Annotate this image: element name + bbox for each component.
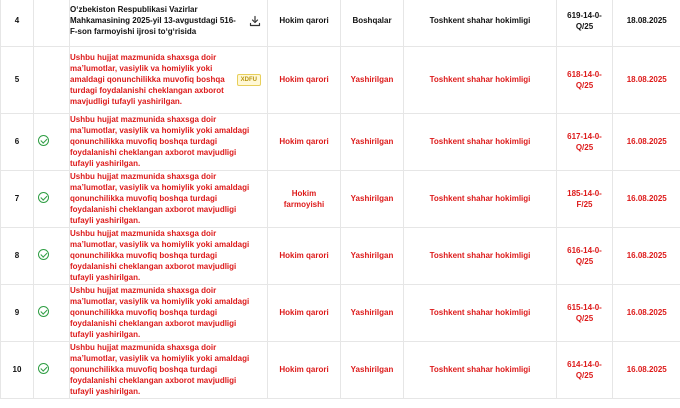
organization: Toshkent shahar hokimligi bbox=[404, 227, 557, 284]
registration-number: 618-14-0-Q/25 bbox=[557, 46, 613, 113]
access-status: Yashirilgan bbox=[341, 170, 404, 227]
organization: Toshkent shahar hokimligi bbox=[404, 0, 557, 46]
check-circle-icon bbox=[38, 192, 49, 203]
row-number: 10 bbox=[1, 341, 34, 398]
xdfu-badge: XDFU bbox=[237, 74, 261, 86]
document-date: 16.08.2025 bbox=[613, 113, 680, 170]
check-circle-icon bbox=[38, 135, 49, 146]
organization: Toshkent shahar hokimligi bbox=[404, 46, 557, 113]
access-status: Boshqalar bbox=[341, 0, 404, 46]
access-status: Yashirilgan bbox=[341, 46, 404, 113]
row-number: 6 bbox=[1, 113, 34, 170]
registration-number: 619-14-0-Q/25 bbox=[557, 0, 613, 46]
document-date: 16.08.2025 bbox=[613, 284, 680, 341]
access-status: Yashirilgan bbox=[341, 341, 404, 398]
document-date: 16.08.2025 bbox=[613, 227, 680, 284]
document-title[interactable]: Ushbu hujjat mazmunida shaxsga doir ma’lumotlar, vasiylik va homiylik yoki amaldagi qonunchilikka muvofiq boshqa turdagi foydalanishi cheklangan axborot mavjudligi tufayli yashirilgan. bbox=[70, 227, 268, 284]
access-status: Yashirilgan bbox=[341, 284, 404, 341]
table-row[interactable] bbox=[1, 227, 680, 284]
table-row[interactable] bbox=[1, 0, 680, 46]
document-date: 16.08.2025 bbox=[613, 341, 680, 398]
row-number: 9 bbox=[1, 284, 34, 341]
registration-number: 617-14-0-Q/25 bbox=[557, 113, 613, 170]
access-status: Yashirilgan bbox=[341, 113, 404, 170]
document-type: Hokim qarori bbox=[268, 284, 341, 341]
organization: Toshkent shahar hokimligi bbox=[404, 341, 557, 398]
check-circle-icon bbox=[38, 249, 49, 260]
document-date: 16.08.2025 bbox=[613, 170, 680, 227]
document-date: 18.08.2025 bbox=[613, 0, 680, 46]
table-row[interactable] bbox=[1, 170, 680, 227]
organization: Toshkent shahar hokimligi bbox=[404, 170, 557, 227]
row-number: 8 bbox=[1, 227, 34, 284]
organization: Toshkent shahar hokimligi bbox=[404, 113, 557, 170]
document-type: Hokim qarori bbox=[268, 46, 341, 113]
table-row[interactable] bbox=[1, 46, 680, 113]
table-row[interactable] bbox=[1, 341, 680, 398]
table-row[interactable] bbox=[1, 113, 680, 170]
row-number: 4 bbox=[1, 0, 34, 46]
document-type: Hokim qarori bbox=[268, 0, 341, 46]
document-title[interactable]: Ushbu hujjat mazmunida shaxsga doir ma’lumotlar, vasiylik va homiylik yoki amaldagi qonunchilikka muvofiq boshqa turdagi foydalanishi cheklangan axborot mavjudligi tufayli yashirilgan. bbox=[70, 113, 268, 170]
registration-number: 185-14-0-F/25 bbox=[557, 170, 613, 227]
registration-number: 616-14-0-Q/25 bbox=[557, 227, 613, 284]
access-status: Yashirilgan bbox=[341, 227, 404, 284]
check-circle-icon bbox=[38, 306, 49, 317]
table-row[interactable] bbox=[1, 284, 680, 341]
document-type: Hokim qarori bbox=[268, 113, 341, 170]
document-title[interactable]: Ushbu hujjat mazmunida shaxsga doir ma’lumotlar, vasiylik va homiylik yoki amaldagi qonunchilikka muvofiq boshqa turdagi foydalanishi cheklangan axborot mavjudligi tufayli yashirilgan. bbox=[70, 284, 268, 341]
document-type: Hokim farmoyishi bbox=[268, 170, 341, 227]
document-title[interactable]: Ushbu hujjat mazmunida shaxsga doir ma’lumotlar, vasiylik va homiylik yoki amaldagi qonunchilikka muvofiq boshqa turdagi foydalanishi cheklangan axborot mavjudligi tufayli yashirilgan. bbox=[70, 170, 268, 227]
organization: Toshkent shahar hokimligi bbox=[404, 284, 557, 341]
document-date: 18.08.2025 bbox=[613, 46, 680, 113]
registration-number: 614-14-0-Q/25 bbox=[557, 341, 613, 398]
document-title[interactable]: Ushbu hujjat mazmunida shaxsga doir ma’lumotlar, vasiylik va homiylik yoki amaldagi qonunchilikka muvofiq boshqa turdagi foydalanishi cheklangan axborot mavjudligi tufayli yashirilgan. bbox=[70, 53, 225, 106]
row-number: 5 bbox=[1, 46, 34, 113]
document-title[interactable]: Ushbu hujjat mazmunida shaxsga doir ma’lumotlar, vasiylik va homiylik yoki amaldagi qonunchilikka muvofiq boshqa turdagi foydalanishi cheklangan axborot mavjudligi tufayli yashirilgan. bbox=[70, 341, 268, 398]
registration-number: 615-14-0-Q/25 bbox=[557, 284, 613, 341]
document-title[interactable]: O‘zbekiston Respublikasi Vazirlar Mahkamasining 2025-yil 13-avgustdagi 516-F-son farmoyishi ijrosi to‘g‘risida bbox=[70, 5, 236, 37]
row-number: 7 bbox=[1, 170, 34, 227]
download-icon[interactable] bbox=[249, 15, 261, 27]
document-type: Hokim qarori bbox=[268, 227, 341, 284]
document-type: Hokim qarori bbox=[268, 341, 341, 398]
check-circle-icon bbox=[38, 363, 49, 374]
